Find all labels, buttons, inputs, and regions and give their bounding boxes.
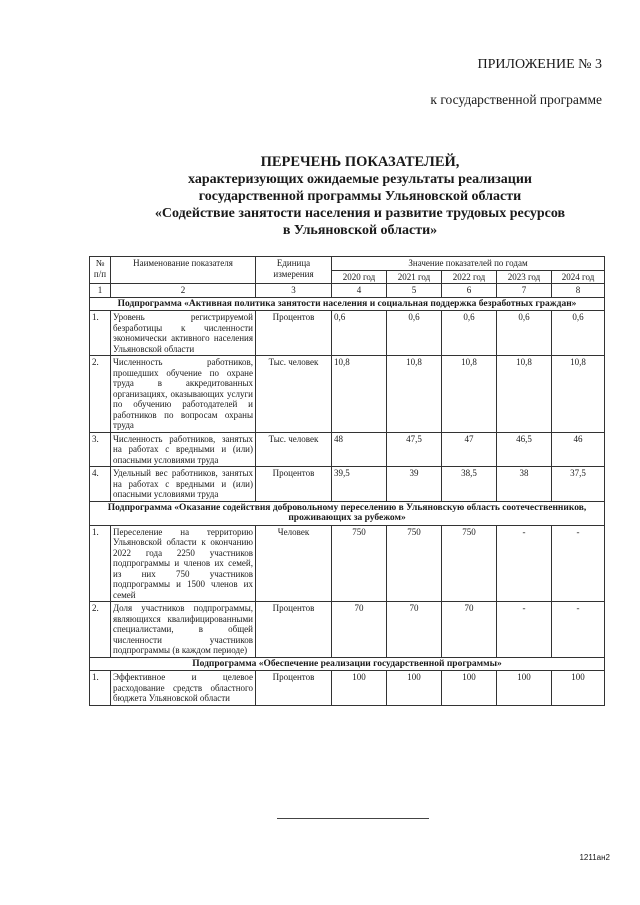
row-value: 0,6 — [552, 311, 605, 356]
column-numbers-row — [90, 284, 605, 298]
subprogram-title-row — [90, 657, 605, 671]
header-year: 2024 год — [552, 270, 605, 284]
footer-divider — [277, 818, 429, 819]
row-name: Уровень регистрируемой безработицы к численности экономически активного населения Ульяновской области — [111, 311, 256, 356]
row-value: 39 — [387, 467, 442, 502]
row-value: 100 — [442, 671, 497, 706]
row-value: 39,5 — [332, 467, 387, 502]
row-value: 750 — [332, 525, 387, 602]
row-unit: Процентов — [256, 671, 332, 706]
row-value: 100 — [332, 671, 387, 706]
row-name: Переселение на территорию Ульяновской области к окончанию 2022 года 2250 участников подпрограммы и членов их семей, из них 750 участников подпрограммы и 1500 членов их семей — [111, 525, 256, 602]
row-value: 46,5 — [497, 432, 552, 467]
row-name: Эффективное и целевое расходование средств областного бюджета Ульяновской области — [111, 671, 256, 706]
row-value: 0,6 — [442, 311, 497, 356]
header-year: 2021 год — [387, 270, 442, 284]
row-num: 4. — [90, 467, 111, 502]
table-row — [90, 671, 605, 706]
row-value: 100 — [552, 671, 605, 706]
row-value: 750 — [442, 525, 497, 602]
header-year: 2022 год — [442, 270, 497, 284]
row-value: 48 — [332, 432, 387, 467]
subprogram-title-row — [90, 297, 605, 311]
title-line-3: государственной программы Ульяновской области — [198, 189, 522, 204]
row-value: 46 — [552, 432, 605, 467]
table-row — [90, 525, 605, 602]
header-unit: Единица измерения — [256, 257, 332, 284]
row-value: 100 — [387, 671, 442, 706]
indicators-table — [89, 256, 605, 706]
row-value: 70 — [332, 602, 387, 658]
subprogram-title: Подпрограмма «Обеспечение реализации государственной программы» — [90, 657, 605, 671]
row-unit: Тыс. человек — [256, 356, 332, 433]
row-value: - — [497, 525, 552, 602]
col-number: 5 — [387, 284, 442, 298]
col-number: 6 — [442, 284, 497, 298]
row-num: 1. — [90, 525, 111, 602]
row-value: 38,5 — [442, 467, 497, 502]
row-value: 10,8 — [387, 356, 442, 433]
row-value: 0,6 — [332, 311, 387, 356]
table-row — [90, 467, 605, 502]
col-number: 2 — [111, 284, 256, 298]
row-value: 10,8 — [497, 356, 552, 433]
row-value: 47,5 — [387, 432, 442, 467]
col-number: 7 — [497, 284, 552, 298]
appendix-subheading: к государственной программе — [430, 92, 602, 107]
subprogram-title: Подпрограмма «Оказание содействия добровольному переселению в Ульяновскую область соотечественников, проживающих за рубежом» — [90, 501, 605, 525]
row-num: 3. — [90, 432, 111, 467]
header-name: Наименование показателя — [111, 257, 256, 284]
row-name: Численность работников, прошедших обучение по охране труда в аккредитованных организациях, оказывающих услуги по обучению работодателей и работников по вопросам охраны труда — [111, 356, 256, 433]
row-num: 1. — [90, 671, 111, 706]
row-value: 70 — [387, 602, 442, 658]
subprogram-title-row — [90, 501, 605, 525]
row-value: 38 — [497, 467, 552, 502]
row-unit: Тыс. человек — [256, 432, 332, 467]
row-value: 100 — [497, 671, 552, 706]
row-value: 0,6 — [387, 311, 442, 356]
col-number: 1 — [90, 284, 111, 298]
header-row — [90, 257, 605, 271]
row-num: 2. — [90, 356, 111, 433]
row-value: 37,5 — [552, 467, 605, 502]
row-value: - — [552, 525, 605, 602]
title-line-1: ПЕРЕЧЕНЬ ПОКАЗАТЕЛЕЙ, — [260, 154, 460, 170]
table-row — [90, 602, 605, 658]
row-value: 47 — [442, 432, 497, 467]
subprogram-title: Подпрограмма «Активная политика занятости населения и социальная поддержка безработных граждан» — [90, 297, 605, 311]
row-unit: Процентов — [256, 602, 332, 658]
table-row — [90, 432, 605, 467]
row-unit: Человек — [256, 525, 332, 602]
row-value: 10,8 — [332, 356, 387, 433]
document-code: 1211ан2 — [579, 853, 610, 862]
row-num: 1. — [90, 311, 111, 356]
appendix-number: ПРИЛОЖЕНИЕ № 3 — [477, 57, 602, 72]
col-number: 3 — [256, 284, 332, 298]
row-unit: Процентов — [256, 467, 332, 502]
table-row — [90, 311, 605, 356]
row-name: Численность работников, занятых на работах с вредными и (или) опасными условиями труда — [111, 432, 256, 467]
row-value: 750 — [387, 525, 442, 602]
title-line-2: характеризующих ожидаемые результаты реализации — [188, 172, 532, 187]
document-title — [60, 154, 640, 239]
row-value: - — [497, 602, 552, 658]
row-value: 10,8 — [552, 356, 605, 433]
row-unit: Процентов — [256, 311, 332, 356]
table-row — [90, 356, 605, 433]
header-num: № п/п — [90, 257, 111, 284]
title-line-4: «Содействие занятости населения и развитие трудовых ресурсов — [154, 206, 566, 221]
header-year: 2020 год — [332, 270, 387, 284]
header-values-group: Значение показателей по годам — [332, 257, 605, 271]
row-value: 70 — [442, 602, 497, 658]
row-num: 2. — [90, 602, 111, 658]
title-line-5: в Ульяновской области» — [282, 223, 438, 238]
row-name: Удельный вес работников, занятых на работах с вредными и (или) опасными условиями труда — [111, 467, 256, 502]
row-value: 10,8 — [442, 356, 497, 433]
col-number: 8 — [552, 284, 605, 298]
header-year: 2023 год — [497, 270, 552, 284]
row-value: - — [552, 602, 605, 658]
col-number: 4 — [332, 284, 387, 298]
row-value: 0,6 — [497, 311, 552, 356]
row-name: Доля участников подпрограммы, являющихся квалифицированными специалистами, в общей численности участников подпрограммы (в каждом периоде) — [111, 602, 256, 658]
